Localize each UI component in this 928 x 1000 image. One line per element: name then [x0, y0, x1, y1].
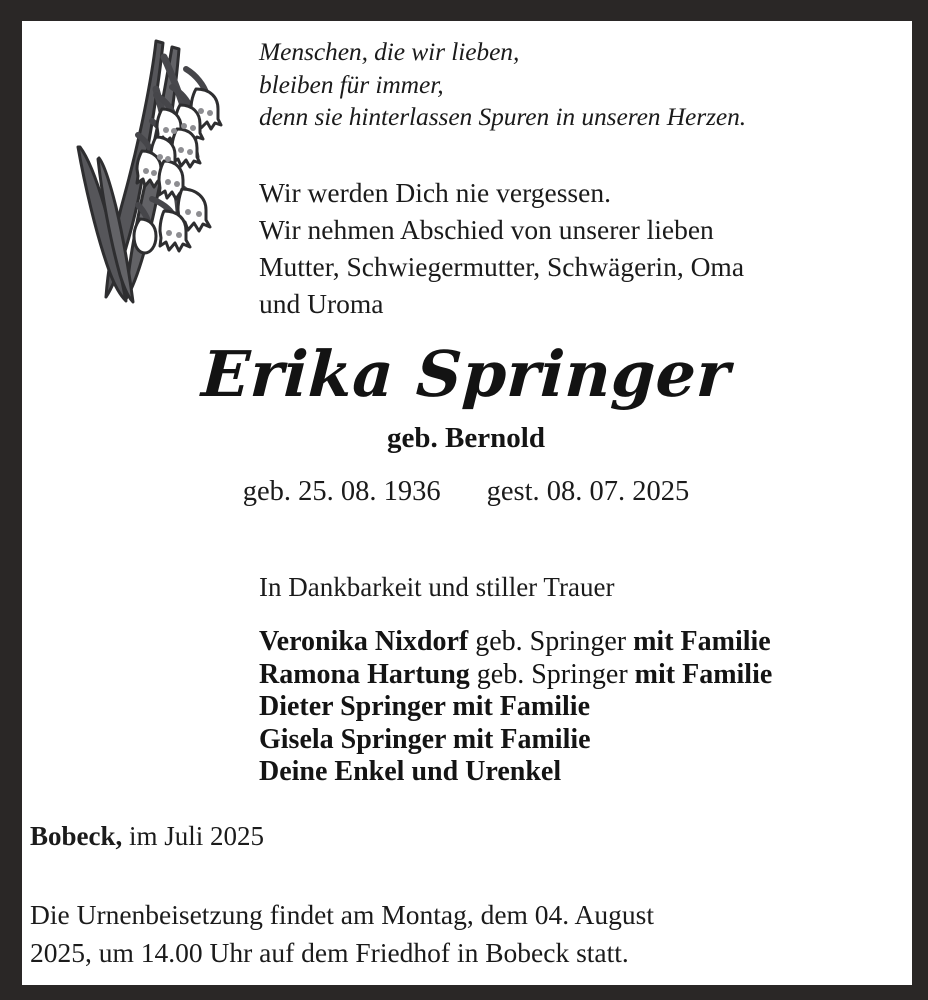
- intro-line-4: und Uroma: [259, 288, 384, 319]
- funeral-details: [30, 896, 860, 972]
- mourner-row: [259, 724, 919, 757]
- notice-card: [22, 21, 912, 985]
- mourner-name: Dieter Springer mit Familie: [259, 691, 590, 722]
- lily-of-the-valley-icon: [60, 29, 230, 309]
- mourner-nee: geb. Springer: [475, 626, 627, 657]
- intro-line-2: Wir nehmen Abschied von unserer lieben: [259, 214, 714, 245]
- life-dates: [42, 472, 890, 512]
- birth-name: geb. Bernold: [387, 422, 545, 454]
- mourners-list: [259, 626, 919, 789]
- mourner-row: [259, 756, 919, 789]
- mourner-nee: geb. Springer: [476, 658, 628, 690]
- place-and-date: [30, 818, 830, 854]
- place-name: Bobeck,: [30, 821, 123, 851]
- mourner-suffix: mit Familie: [633, 626, 771, 657]
- epigraph-line-3: denn sie hinterlassen Spuren in unseren Herzen.: [259, 102, 747, 131]
- mourner-row: [259, 626, 919, 659]
- mourner-row: [259, 659, 919, 692]
- epigraph-line-1: Menschen, die wir lieben,: [259, 37, 520, 66]
- mourner-name: Ramona Hartung: [259, 658, 470, 690]
- mourner-name: Gisela Springer mit Familie: [259, 723, 591, 755]
- death-date: gest. 08. 07. 2025: [486, 476, 690, 507]
- intro-line-1: Wir werden Dich nie vergessen.: [259, 177, 611, 208]
- mourner-row: [259, 691, 919, 724]
- mourner-name: Deine Enkel und Urenkel: [259, 756, 562, 787]
- gratitude-line: In Dankbarkeit und stiller Trauer: [259, 572, 615, 602]
- deceased-name: Erika Springer: [199, 337, 733, 411]
- notice-month: im Juli 2025: [122, 821, 265, 851]
- funeral-line-1: Die Urnenbeisetzung findet am Montag, dem 04. August: [30, 899, 654, 930]
- identity-block: [42, 336, 890, 512]
- epigraph: [259, 36, 899, 134]
- intro-text: [259, 174, 887, 322]
- mourner-suffix: mit Familie: [634, 658, 773, 690]
- birth-date: geb. 25. 08. 1936: [242, 476, 441, 507]
- mourner-name: Veronika Nixdorf: [259, 626, 469, 657]
- funeral-line-2: 2025, um 14.00 Uhr auf dem Friedhof in Bobeck statt.: [30, 937, 629, 968]
- epigraph-line-2: bleiben für immer,: [259, 69, 444, 99]
- intro-line-3: Mutter, Schwiegermutter, Schwägerin, Oma: [259, 251, 745, 282]
